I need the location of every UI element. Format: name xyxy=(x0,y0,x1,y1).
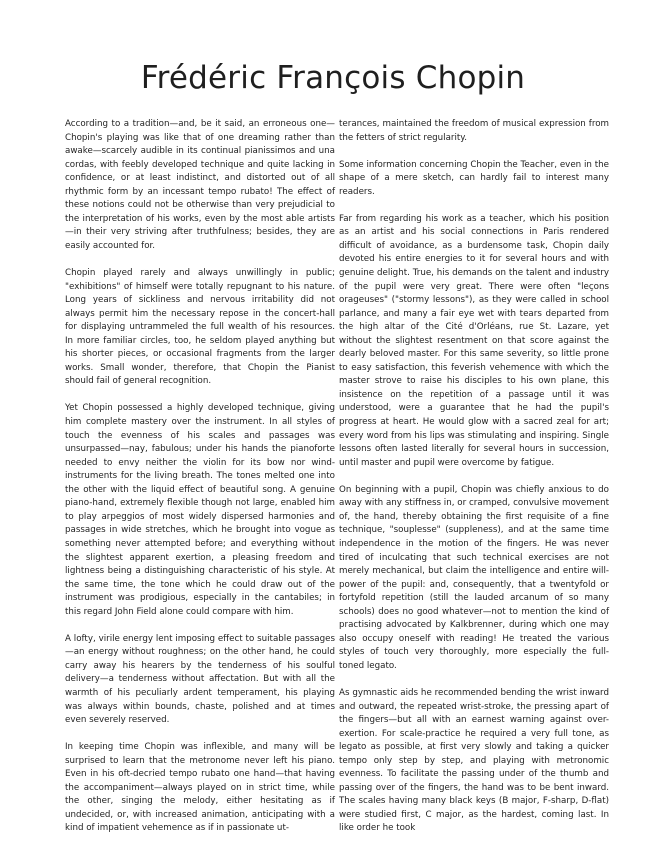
paragraph: Yet Chopin possessed a highly developed technique, giving him complete mastery over the instrument. In all styles of touch the evenness of his scales and passages was unsurpassed—nay, fabulous; under his hands the pianoforte needed to envy neither the violin for its bow nor wind-instruments for the living breath. The tones melted one into the other with the liquid effect of beautiful song. A genuine piano-hand, extremely flexible though not large, enabled him to play arpeggios of most widely dispersed harmonies and passages in wide stretches, which he brought into vogue as something never attempted before; and everything without the slightest apparent exertion, a pleasing freedom and lightness being a distinguishing characteristic of his style. At the same time, the tone which he could draw out of the instrument was prodigious, especially in the cantabiles; in this regard John Field alone could compare with him. xyxy=(65,403,335,617)
page-title: Frédéric François Chopin xyxy=(140,60,526,96)
paragraph: Chopin played rarely and always unwillingly in public; "exhibitions" of himself were totally repugnant to his nature. Long years of sickliness and nervous irritability did not always permit him the necessary repose in the concert-hall for displaying untrammeled the full wealth of his resources. In more familiar circles, too, he seldom played anything but his shorter pieces, or occasional fragments from the larger works. Small wonder, therefore, that Chopin the Pianist should fail of general recognition. xyxy=(65,268,335,387)
paragraph: Far from regarding his work as a teacher, which his position as an artist and his social connections in Paris rendered difficult of avoidance, as a burdensome task, Chopin daily devoted his entire energies to it for several hours and with genuine delight. True, his demands on the talent and industry of the pupil were very great. There were often "leçons orageuses" ("stormy lessons"), as they were called in school parlance, and many a fair eye wet with tears departed from the high altar of the Cité d'Orléans, rue St. Lazare, yet without the slightest resentment on that score against the dearly beloved master. For this same severity, so little prone to easy satisfaction, this feverish vehemence with which the master strove to raise his disciples to his own plane, this insistence on the repetition of a passage until it was understood, were a guarantee that he had the pupil's progress at heart. He would glow with a sacred zeal for art; every word from his lips was stimulating and inspiring. Single lessons often lasted literally for several hours in succession, until master and pupil were overcome by fatigue. xyxy=(339,213,609,468)
paragraph: A lofty, virile energy lent imposing effect to suitable passages—an energy without roughness; on the other hand, he could carry away his hearers by the tenderness of his soulful delivery—a tenderness without affectation. But with all the warmth of his peculiarly ardent temperament, his playing was always within bounds, chaste, polished and at times even severely reserved. xyxy=(65,633,335,726)
paragraph: Some information concerning Chopin the Teacher, even in the shape of a mere sketch, can hardly fail to interest many readers. xyxy=(339,159,609,197)
right-column xyxy=(339,118,609,836)
paragraph: According to a tradition—and, be it said, an erroneous one—Chopin's playing was like that of one dreaming rather than awake—scarcely audible in its continual pianissimos and una cordas, with feebly developed technique and quite lacking in confidence, or at least indistinct, and distorted out of all rhythmic form by an incessant tempo rubato! The effect of these notions could not be otherwise than very prejudicial to the interpretation of his works, even by the most able artists—in their very striving after truthfulness; besides, they are easily accounted for. xyxy=(65,119,335,251)
paragraph: In keeping time Chopin was inflexible, and many will be surprised to learn that the metronome never left his piano. Even in his oft-decried tempo rubato one hand—that having the accompaniment—always played on in strict time, while the other, singing the melody, either hesitating as if undecided, or, with increased animation, anticipating with a kind of impatient vehemence as if in passionate ut- xyxy=(65,742,335,834)
left-column xyxy=(65,118,335,836)
paragraph: On beginning with a pupil, Chopin was chiefly anxious to do away with any stiffness in, or cramped, convulsive movement of, the hand, thereby obtaining the first requisite of a fine technique, "souplesse" (suppleness), and at the same time independence in the motion of the fingers. He was never tired of inculcating that such technical exercises are not merely mechanical, but claim the intelligence and entire will-power of the pupil: and, consequently, that a twentyfold or fortyfold repetition (still the lauded arcanum of so many schools) does no good whatever—not to mention the kind of practising advocated by Kalkbrenner, during which one may also occupy oneself with reading! He treated the various styles of touch very thoroughly, more especially the full-toned legato. xyxy=(339,484,609,671)
paragraph: terances, maintained the freedom of musical expression from the fetters of strict regularity. xyxy=(339,119,609,143)
paragraph: As gymnastic aids he recommended bending the wrist inward and outward, the repeated wrist-stroke, the pressing apart of the fingers—but all with an earnest warning against over-exertion. For scale-practice he required a very full tone, as legato as possible, at first very slowly and taking a quicker tempo only step by step, and playing with metronomic evenness. To facilitate the passing under of the thumb and passing over of the fingers, the hand was to be bent inward. The scales having many black keys (B major, F-sharp, D-flat) were studied first, C major, as the hardest, coming last. In like order he took xyxy=(339,687,609,834)
